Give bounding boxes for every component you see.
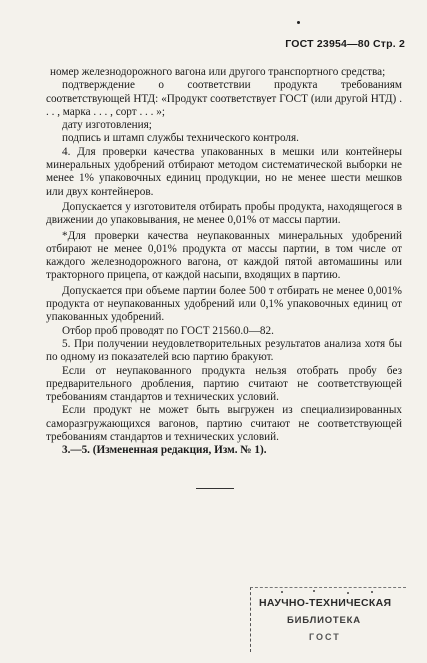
stamp-speck xyxy=(281,591,283,593)
paragraph: подпись и штамп службы технического контроля. xyxy=(62,132,299,145)
paragraph: Отбор проб проводят по ГОСТ 21560.0—82. xyxy=(62,324,274,337)
paragraph: Если продукт не может быть выгружен из специализированных саморазгружающихся вагонов, партию считают не соответствующей требованиям стандартов и технических условий. xyxy=(46,404,402,444)
paragraph: *Для проверки качества неупакованных минеральных удобрений отбирают не менее 0,01% продукта от массы партии, в том числе от каждого железнодорожного вагона, от каждой пятой автомашины или тракторного прицепа, от каждой насыпи, входящих в партию. xyxy=(46,229,402,282)
end-rule xyxy=(196,488,234,489)
paragraph: 5. При получении неудовлетворительных результатов анализа хотя бы по одному из показателей всю партию бракуют. xyxy=(46,337,402,364)
paragraph: дату изготовления; xyxy=(62,119,152,132)
stamp-text: БИБЛИОТЕКА xyxy=(287,615,361,626)
library-stamp xyxy=(250,587,406,652)
stamp-text: ГОСТ xyxy=(309,632,341,642)
paragraph: Допускается при объеме партии более 500 т отбирать не менее 0,001% продукта от неупакованных удобрений или 0,1% упаковочных единиц от упакованных удобрений. xyxy=(46,284,402,324)
stamp-speck xyxy=(371,591,373,593)
stamp-speck xyxy=(313,590,315,592)
paragraph: Допускается у изготовителя отбирать пробы продукта, находящегося в движении до упаковывания, не менее 0,01% от массы партии. xyxy=(46,200,402,227)
ink-dot xyxy=(297,21,300,24)
amendment-note: 3.—5. (Измененная редакция, Изм. № 1). xyxy=(62,444,267,457)
stamp-text: НАУЧНО-ТЕХНИЧЕСКАЯ xyxy=(259,597,392,609)
paragraph: номер железнодорожного вагона или другого транспортного средства; xyxy=(50,66,386,78)
stamp-speck xyxy=(347,592,349,594)
document-body xyxy=(46,66,402,458)
paragraph: Если от неупакованного продукта нельзя отобрать пробу без предварительного дробления, партию считают не соответствующей требованиям стандартов и технических условий. xyxy=(46,364,402,404)
paragraph: 4. Для проверки качества упакованных в мешки или контейнеры минеральных удобрений отбирают методом систематической выборки не менее 1% упаковочных единиц продукции, но не менее шести мешков или двух контейнеров. xyxy=(46,145,402,198)
paragraph: подтверждение о соответствии продукта требованиям соответствующей НТД: «Продукт соответствует ГОСТ (или другой НТД) . . . , марка . . . , сорт . . . »; xyxy=(46,79,402,118)
page-header: ГОСТ 23954—80 Стр. 2 xyxy=(285,38,405,50)
